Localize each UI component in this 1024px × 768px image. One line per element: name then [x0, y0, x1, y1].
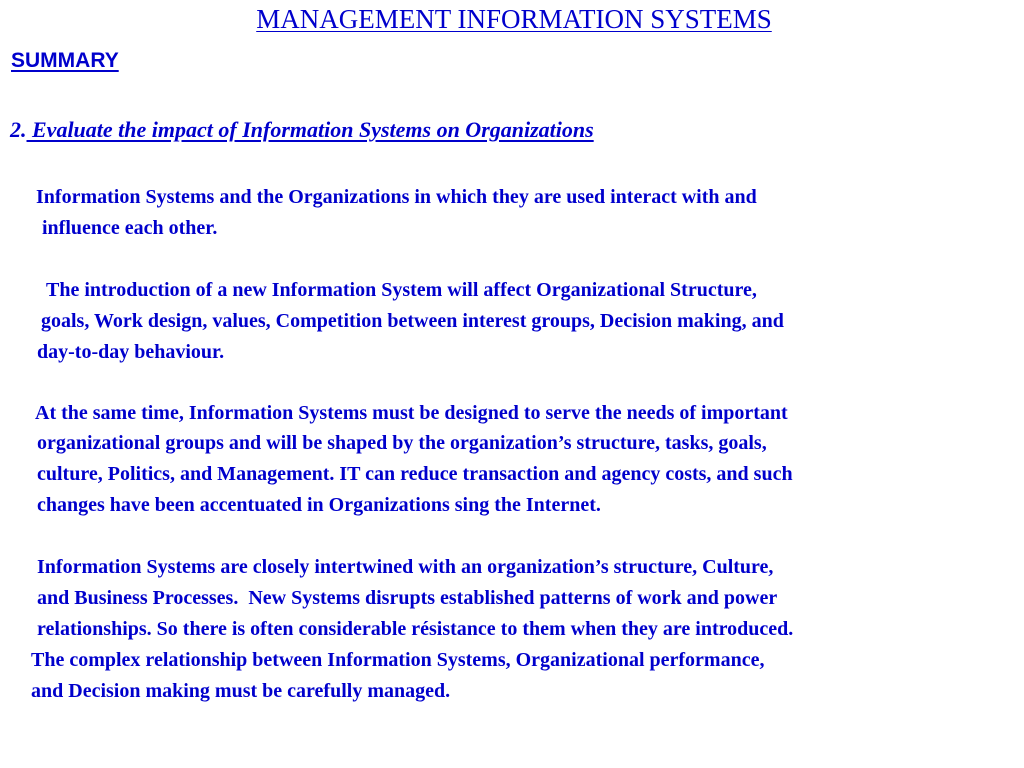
paragraph-3-line-4: changes have been accentuated in Organizations sing the Internet. — [37, 494, 601, 516]
paragraph-1-line-1: Information Systems and the Organizations in which they are used interact with and — [36, 186, 757, 208]
paragraph-4-line-1: Information Systems are closely intertwined with an organization’s structure, Culture, — [37, 556, 774, 578]
paragraph-4-line-3: relationships. So there is often considerable résistance to them when they are introduced. — [37, 618, 794, 640]
paragraph-2-line-1: The introduction of a new Information System will affect Organizational Structure, — [46, 279, 757, 301]
paragraph-4-line-2: and Business Processes. New Systems disrupts established patterns of work and power — [37, 587, 778, 609]
paragraph-2-line-2: goals, Work design, values, Competition between interest groups, Decision making, and — [41, 310, 784, 332]
paragraph-3-line-2: organizational groups and will be shaped by the organization’s structure, tasks, goals, — [37, 432, 767, 454]
paragraph-3-line-1: At the same time, Information Systems must be designed to serve the needs of important — [35, 402, 788, 424]
section-heading — [10, 117, 594, 143]
paragraph-2-line-3: day-to-day behaviour. — [37, 341, 225, 363]
paragraph-4-line-5: and Decision making must be carefully managed. — [31, 680, 451, 702]
section-number: 2. — [10, 117, 27, 142]
paragraph-3-line-3: culture, Politics, and Management. IT can reduce transaction and agency costs, and such — [37, 463, 793, 485]
section-title: Evaluate the impact of Information Systems on Organizations — [26, 117, 594, 142]
paragraph-1-line-2: influence each other. — [42, 217, 218, 239]
summary-heading: SUMMARY — [11, 49, 119, 72]
paragraph-4-line-4: The complex relationship between Information Systems, Organizational performance, — [31, 649, 765, 671]
slide-title: MANAGEMENT INFORMATION SYSTEMS — [256, 4, 772, 34]
